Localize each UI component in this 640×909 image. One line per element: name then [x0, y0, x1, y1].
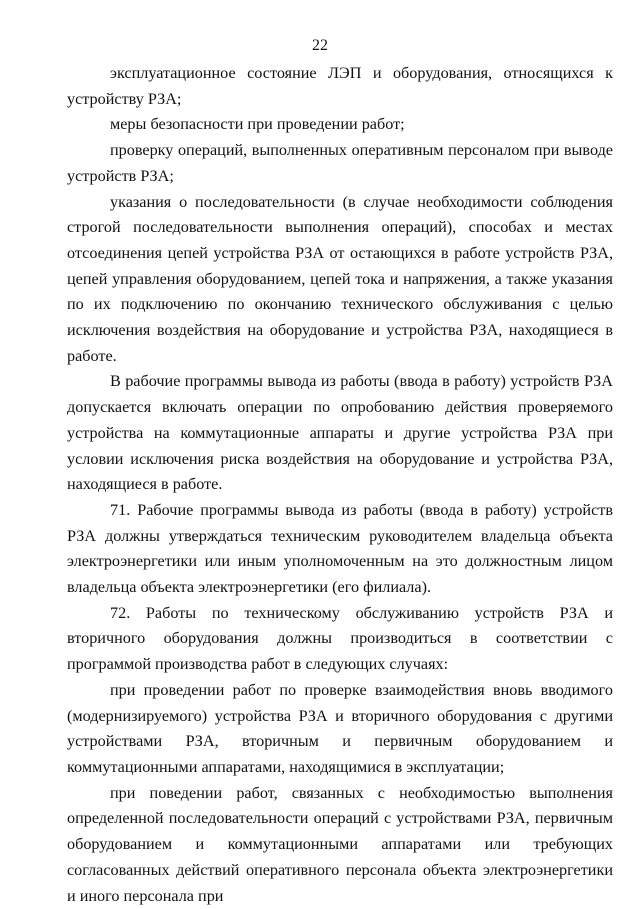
- document-body: [67, 61, 613, 909]
- paragraph-sequence-instructions: указания о последовательности (в случае необходимости соблюдения строгой последовательности выполнения операций), способах и местах отсоединения цепей устройства РЗА от остающихся в работе устройств РЗА, цепей управления оборудованием, цепей тока и напряжения, а также указания по их подключению по окончанию технического обслуживания с целью исключения воздействия на оборудование и устройства РЗА, находящиеся в работе.: [67, 192, 613, 365]
- paragraph-working-programs: В рабочие программы вывода из работы (ввода в работу) устройств РЗА допускается включать операции по опробованию действия проверяемого устройства на коммутационные аппараты и другие устройства РЗА при условии исключения риска воздействия на оборудование и устройства РЗА, находящиеся в работе.: [67, 372, 613, 494]
- paragraph-clause-71: 71. Рабочие программы вывода из работы (ввода в работу) устройств РЗА должны утверждаться техническим руководителем владельца объекта электроэнергетики или иным уполномоченным на это должностным лицом владельца объекта электроэнергетики (его филиала).: [67, 500, 613, 597]
- paragraph-safety-measures: меры безопасности при проведении работ;: [110, 115, 405, 134]
- paragraph-clause-72: 72. Работы по техническому обслуживанию устройств РЗА и вторичного оборудования должны производиться в соответствии с программой производства работ в следующих случаях:: [67, 603, 613, 674]
- paragraph-interaction-check: при проведении работ по проверке взаимодействия вновь вводимого (модернизируемого) устройства РЗА и вторичного оборудования с другими устройствами РЗА, вторичным и первичным оборудованием и коммутационными аппаратами, находящимися в эксплуатации;: [67, 680, 613, 776]
- paragraph-condition: эксплуатационное состояние ЛЭП и оборудования, относящихся к устройству РЗА;: [67, 64, 613, 108]
- paragraph-operations-check: проверку операций, выполненных оперативным персоналом при выводе устройств РЗА;: [67, 141, 613, 185]
- page-number: 22: [312, 37, 328, 54]
- paragraph-sequence-operations: при поведении работ, связанных с необходимостью выполнения определенной последовательности операций с устройствами РЗА, первичным оборудованием и коммутационными аппаратами или требующих согласованных действий оперативного персонала объекта электроэнергетики и иного персонала при: [67, 783, 613, 905]
